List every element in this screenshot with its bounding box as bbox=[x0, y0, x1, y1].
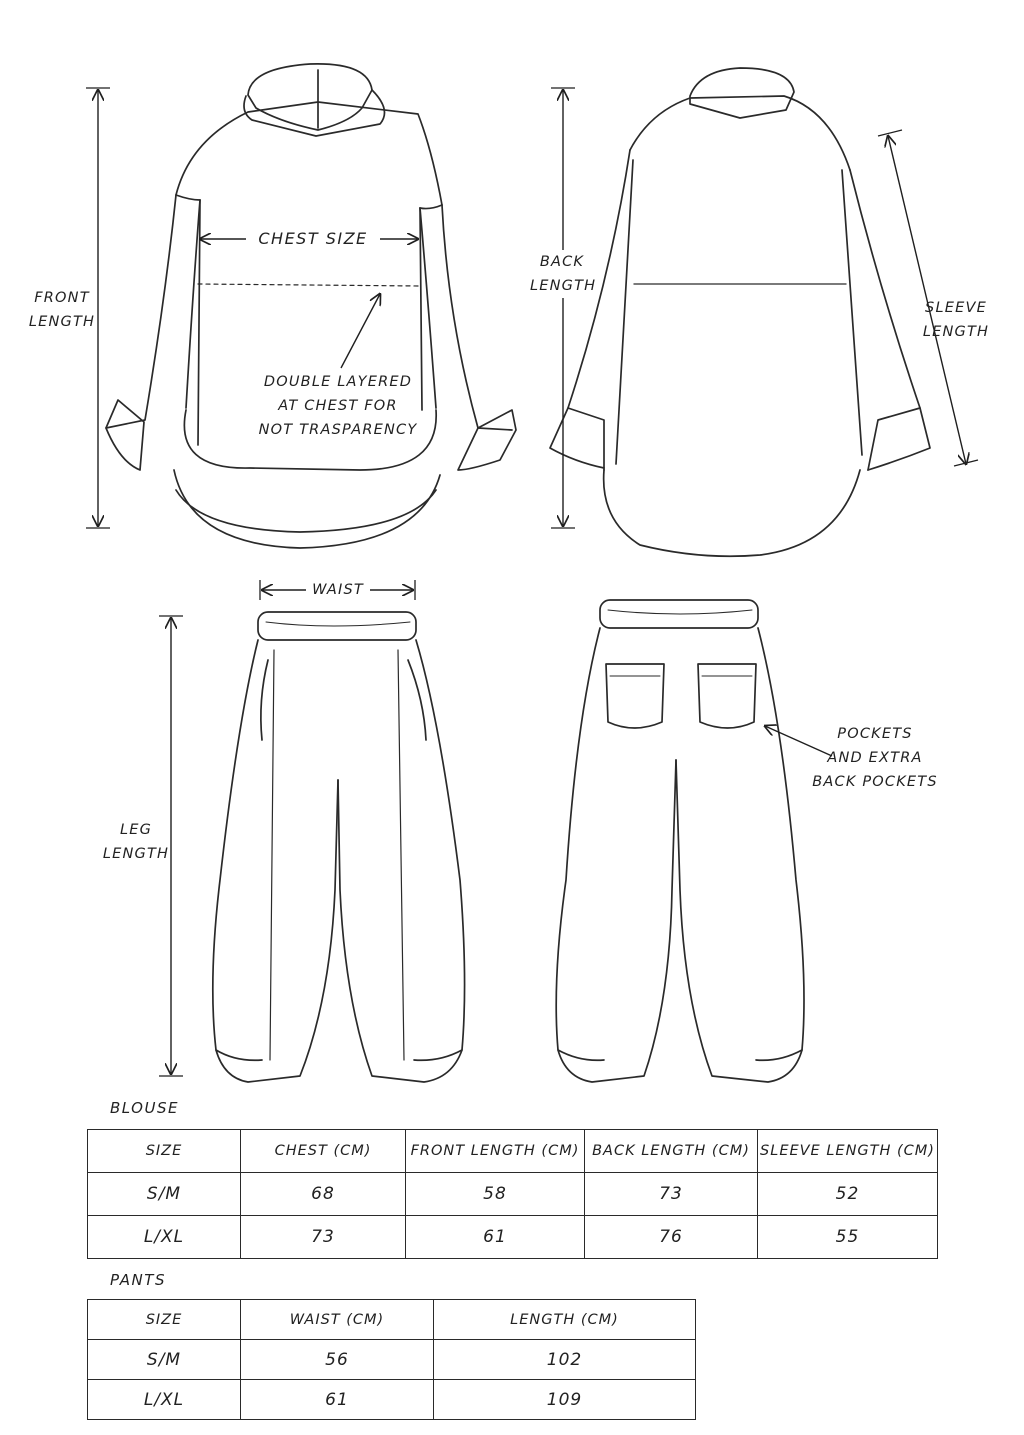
back-length-label: BACK LENGTH bbox=[530, 250, 594, 298]
table-cell: 58 bbox=[406, 1173, 585, 1216]
table-cell: L/XL bbox=[88, 1380, 241, 1420]
blouse-size-table bbox=[87, 1129, 938, 1259]
blouse-front-sketch bbox=[106, 64, 516, 548]
table-cell: 55 bbox=[758, 1216, 938, 1259]
pants-size-table bbox=[87, 1299, 696, 1420]
table-cell: S/M bbox=[88, 1173, 241, 1216]
table-cell: 109 bbox=[434, 1380, 696, 1420]
table-row bbox=[88, 1380, 696, 1420]
pants-table-title: PANTS bbox=[110, 1271, 166, 1289]
front-length-label: FRONT LENGTH bbox=[28, 290, 96, 330]
blouse-table-title: BLOUSE bbox=[110, 1099, 179, 1117]
blouse-back-sketch bbox=[550, 68, 930, 556]
table-cell: 61 bbox=[241, 1380, 434, 1420]
table-cell: 102 bbox=[434, 1340, 696, 1380]
header-length: LENGTH (CM) bbox=[434, 1300, 696, 1340]
blouse-header-row bbox=[88, 1130, 938, 1173]
header-size: SIZE bbox=[88, 1300, 241, 1340]
waist-label: WAIST bbox=[306, 578, 370, 602]
table-cell: 76 bbox=[585, 1216, 758, 1259]
table-cell: 52 bbox=[758, 1173, 938, 1216]
header-front-length: FRONT LENGTH (CM) bbox=[406, 1130, 585, 1173]
header-back-length: BACK LENGTH (CM) bbox=[585, 1130, 758, 1173]
dimension-ticks bbox=[86, 88, 978, 1076]
table-cell: S/M bbox=[88, 1340, 241, 1380]
table-cell: 56 bbox=[241, 1340, 434, 1380]
table-row bbox=[88, 1340, 696, 1380]
table-cell: 73 bbox=[241, 1216, 406, 1259]
double-layer-pointer bbox=[341, 294, 380, 368]
header-size: SIZE bbox=[88, 1130, 241, 1173]
table-cell: L/XL bbox=[88, 1216, 241, 1259]
header-waist: WAIST (CM) bbox=[241, 1300, 434, 1340]
dimension-arrows bbox=[98, 90, 966, 1074]
double-layer-note: DOUBLE LAYERED AT CHEST FOR NOT TRASPARENCY bbox=[258, 374, 418, 438]
leg-length-label: LEG LENGTH bbox=[102, 822, 170, 862]
pants-header-row bbox=[88, 1300, 696, 1340]
header-chest: CHEST (CM) bbox=[241, 1130, 406, 1173]
table-cell: 73 bbox=[585, 1173, 758, 1216]
table-cell: 68 bbox=[241, 1173, 406, 1216]
pockets-note: POCKETS AND EXTRA BACK POCKETS bbox=[812, 726, 938, 790]
sleeve-length-label: SLEEVE LENGTH bbox=[922, 300, 990, 340]
header-sleeve-length: SLEEVE LENGTH (CM) bbox=[758, 1130, 938, 1173]
chest-size-label: CHEST SIZE bbox=[246, 227, 380, 251]
table-row bbox=[88, 1173, 938, 1216]
table-cell: 61 bbox=[406, 1216, 585, 1259]
pants-back-sketch bbox=[556, 600, 804, 1082]
pants-front-sketch bbox=[213, 612, 465, 1082]
table-row bbox=[88, 1216, 938, 1259]
